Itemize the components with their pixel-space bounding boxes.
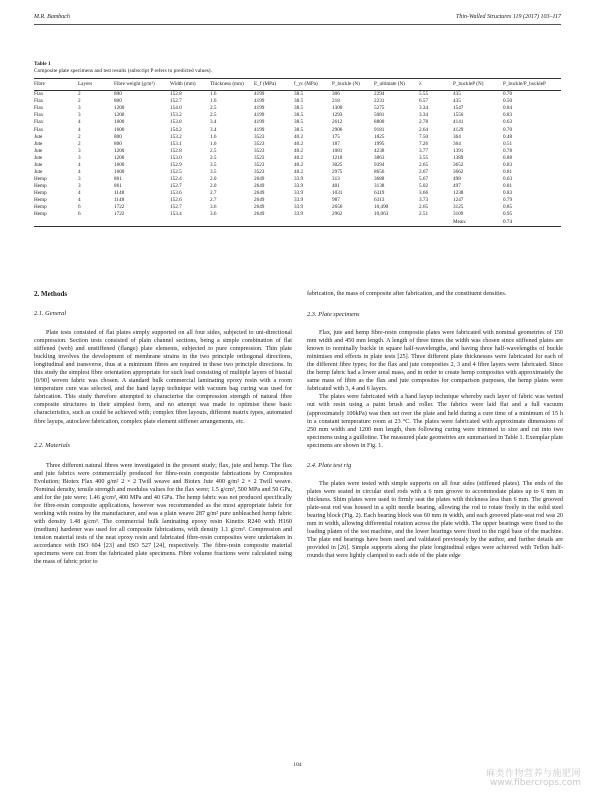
- table-cell-empty: [332, 219, 374, 227]
- table-cell: 2612: [332, 119, 343, 126]
- table-cell: Hemp: [34, 176, 47, 183]
- table-cell: 1.6: [210, 91, 217, 98]
- table-cell: 3.34: [419, 105, 429, 112]
- table-cell: Jute: [34, 154, 43, 161]
- table-cell: 0.78: [503, 147, 513, 154]
- running-header-author: M.R. Bambach: [34, 14, 70, 20]
- table-cell: 1600: [114, 161, 125, 168]
- table-cell: 8800: [374, 119, 385, 126]
- table-cell: 4: [78, 169, 81, 175]
- mean-label: Mean:: [453, 219, 503, 227]
- table-header-cell: Fibre weight (g/m²): [114, 79, 170, 91]
- table-cell: 306: [332, 91, 340, 98]
- table-header-cell: P_ultimate (N): [374, 79, 419, 91]
- table-cell: 2906: [332, 126, 343, 133]
- table-cell: 0.48: [503, 133, 513, 140]
- table-cell: 175: [332, 133, 340, 140]
- plate-test-rig-paragraph: The plates were tested with simple supports on all four sides (stiffened plates). The ends of the plates were seated in circular steel rods with a 6 mm groove to accommodate plates up to 6 mm in thickness. Shim plates were used to firmly seat the plates with thickness less than 6 mm. The grooved plate-seat rod was housed in a split needle bearing, allowing the rod to rotate freely in the solid steel bearing block (Fig. 2). Each bearing block was 60 mm in width, and each grooved plate-seat rod was 20 mm in width, allowing differential rotation across the plate width. The upper bearings were fixed to the loading platen of the test machine, and the lower bearings were fixed to the rigid base of the machine. The plate end bearings have been used and validated previously by the author, and further details are provided in [26]. Simple supports along the plate longitudinal edges were achieved with Teflon half-rounds that were lightly clamped to each side of the plate edge: [307, 480, 563, 560]
- table-cell: 4: [78, 119, 81, 126]
- table-cell: 7.26: [419, 140, 429, 147]
- table-cell: 38.5: [294, 126, 304, 133]
- table-cell: 4199: [254, 126, 265, 133]
- table-row: [34, 162, 561, 169]
- table-cell: 4238: [374, 147, 385, 154]
- table-cell: 40.2: [294, 154, 304, 161]
- table-cell: 3523: [254, 140, 265, 147]
- table-cell: Jute: [34, 133, 43, 140]
- table-row: [34, 148, 561, 155]
- table-header-cell: Fibre: [34, 79, 78, 91]
- table-cell: 152.6: [170, 197, 182, 204]
- table-cell: 0.70: [503, 91, 513, 98]
- continued-paragraph: fabrication, the mass of composite after fabrication, and the constituent densities.: [307, 291, 507, 297]
- table-cell: 2.78: [419, 119, 429, 126]
- table-cell: 4129: [453, 126, 464, 133]
- table-header-cell: E_f (MPa): [254, 79, 294, 91]
- table-cell: 3863: [374, 154, 385, 161]
- table-cell: 3025: [332, 161, 343, 168]
- table-cell: 2.51: [419, 211, 429, 218]
- table-cell: 1.6: [210, 98, 217, 105]
- table-row: [34, 141, 561, 148]
- table-cell: 2.5: [210, 147, 217, 154]
- table-cell: 1300: [332, 105, 343, 112]
- table-row: [34, 127, 561, 134]
- table-cell: 152.8: [170, 147, 182, 154]
- table-cell: 2: [78, 133, 81, 140]
- table-cell: 2: [78, 98, 81, 105]
- table-cell: 2.5: [210, 112, 217, 119]
- table-cell: 1.6: [210, 140, 217, 147]
- table-cell: 153.8: [170, 119, 182, 126]
- table-cell: 152.7: [170, 98, 182, 105]
- table-cell-empty: [170, 219, 210, 227]
- table-cell-empty: [254, 219, 294, 227]
- table-cell: 0.83: [503, 161, 513, 168]
- table-cell: 4: [78, 197, 81, 204]
- table-cell: 2.5: [210, 154, 217, 161]
- table-cell: 38.5: [294, 119, 304, 126]
- table-cell: 2.7: [210, 190, 217, 197]
- table-cell: 1391: [453, 147, 464, 154]
- table-cell: 3523: [254, 169, 265, 175]
- table-cell: 4141: [453, 119, 464, 126]
- mean-value: 0.74: [503, 219, 561, 227]
- table-cell: 4199: [254, 98, 265, 105]
- table-cell: 1081: [332, 147, 343, 154]
- table-cell: 1238: [453, 190, 464, 197]
- table-cell: 2649: [254, 204, 265, 211]
- table-cell: Jute: [34, 147, 43, 154]
- table-cell: 364: [453, 140, 461, 147]
- table-cell: 152.7: [170, 183, 182, 190]
- table-cell: 10,063: [374, 211, 389, 218]
- table-cell: 2649: [254, 197, 265, 204]
- table-cell: 1247: [453, 197, 464, 204]
- table-cell: 2.7: [210, 197, 217, 204]
- table-cell: 0.85: [503, 204, 513, 211]
- table-cell: 40.2: [294, 161, 304, 168]
- table-cell: 800: [114, 133, 122, 140]
- table-number: Table 1: [34, 61, 51, 67]
- table-cell: 2.67: [419, 169, 429, 175]
- table-cell: 3.5: [210, 161, 217, 168]
- table-cell: 1148: [114, 197, 125, 204]
- table-cell: 1293: [332, 112, 343, 119]
- table-cell: 3.34: [419, 112, 429, 119]
- table-cell: 3662: [453, 169, 464, 175]
- table-cell: 33.9: [294, 204, 304, 211]
- table-header-row: [34, 79, 561, 91]
- table-cell: 0.70: [503, 126, 513, 133]
- table-cell: 3523: [254, 147, 265, 154]
- table-cell: 4199: [254, 112, 265, 119]
- table-cell: 153.4: [170, 211, 182, 218]
- table-cell: 3.6: [210, 211, 217, 218]
- table-cell: 1218: [332, 154, 343, 161]
- table-cell: 0.84: [503, 105, 513, 112]
- table-caption: Composite plate specimens and test results (subscript P refers to predicted values).: [34, 68, 212, 74]
- page-number: 104: [293, 762, 302, 768]
- table-cell: 2649: [254, 211, 265, 218]
- table-header-cell: P_buckleP (N): [453, 79, 503, 91]
- table-cell: 33.9: [294, 190, 304, 197]
- table-cell: Flax: [34, 126, 44, 133]
- table-cell: 6.57: [419, 98, 429, 105]
- table-row: [34, 134, 561, 141]
- table-cell: 153.2: [170, 133, 182, 140]
- table-cell: 3652: [453, 161, 464, 168]
- header-rule: [34, 24, 561, 25]
- table-cell: 1722: [114, 204, 125, 211]
- table-cell: 2.65: [419, 204, 429, 211]
- table-cell: 0.79: [503, 197, 513, 204]
- table-cell: 0.88: [503, 154, 513, 161]
- left-column: [34, 290, 292, 566]
- table-cell: 152.5: [170, 169, 182, 175]
- table-header-cell: f_yc (MPa): [294, 79, 332, 91]
- table-header-cell: P_buckle (N): [332, 79, 374, 91]
- running-header-journal: Thin-Walled Structures 119 (2017) 103–117: [456, 14, 561, 20]
- table-cell: 800: [114, 140, 122, 147]
- results-table: [34, 78, 561, 227]
- table-cell: 6313: [374, 197, 385, 204]
- table-cell: 4199: [254, 119, 265, 126]
- table-cell: Hemp: [34, 204, 47, 211]
- table-cell: 2975: [332, 169, 343, 175]
- table-cell: 38.5: [294, 112, 304, 119]
- table-cell: 3109: [453, 211, 464, 218]
- table-cell: 1556: [453, 112, 464, 119]
- table-cell: 5081: [374, 112, 385, 119]
- table-cell: Jute: [34, 140, 43, 147]
- table-cell: 38.5: [294, 91, 304, 98]
- section-title-methods: 2. Methods: [34, 290, 68, 298]
- table-cell: 1722: [114, 211, 125, 218]
- table-cell: 861: [114, 176, 122, 183]
- table-cell: 4: [78, 161, 81, 168]
- right-column: [307, 290, 563, 560]
- table-cell: 498: [453, 176, 461, 183]
- table-cell: 153.1: [170, 140, 182, 147]
- table-cell-empty: [114, 219, 170, 227]
- table-cell: 861: [114, 183, 122, 190]
- table-row: [34, 120, 561, 127]
- table-row: [34, 183, 561, 190]
- table-cell: Flax: [34, 91, 44, 98]
- table-cell: 1389: [453, 154, 464, 161]
- table-cell: 2231: [374, 98, 385, 105]
- table-header-cell: Layers: [78, 79, 114, 91]
- table-cell: 218: [332, 98, 340, 105]
- table-cell: 0.81: [503, 169, 513, 175]
- table-cell: 152.8: [170, 91, 182, 98]
- table-cell: 0.51: [503, 140, 513, 147]
- table-cell: 40.2: [294, 147, 304, 154]
- table-cell: 152.9: [170, 161, 182, 168]
- table-cell: 0.63: [503, 119, 513, 126]
- table-row: [34, 197, 561, 204]
- table-cell: 152.7: [170, 204, 182, 211]
- table-header-cell: P_buckle/P_buckleP: [503, 79, 561, 91]
- table-cell: 2.0: [210, 176, 217, 183]
- table-cell: 8656: [374, 169, 385, 175]
- subsection-title-plate-specimens: 2.3. Plate specimens: [307, 311, 360, 319]
- table-row: [34, 112, 561, 119]
- table-cell: 4199: [254, 105, 265, 112]
- table-cell: 0.83: [503, 112, 513, 119]
- table-cell: 0.81: [503, 183, 513, 190]
- table-cell: 2294: [374, 91, 385, 98]
- table-cell: 5.02: [419, 183, 429, 190]
- subsection-title-plate-test-rig: 2.4. Plate test rig: [307, 461, 352, 469]
- table-cell: 33.9: [294, 176, 304, 183]
- table-cell: Jute: [34, 169, 43, 175]
- table-cell: 3125: [453, 204, 464, 211]
- table-cell: 1547: [453, 105, 464, 112]
- table-cell: 40.2: [294, 169, 304, 175]
- table-row: [34, 105, 561, 112]
- table-cell: 3.4: [210, 119, 217, 126]
- table-cell: 1600: [114, 119, 125, 126]
- table-cell: 38.5: [294, 98, 304, 105]
- table-cell: 0.83: [503, 190, 513, 197]
- table-cell: 2649: [254, 183, 265, 190]
- subsection-title-general: 2.1. General: [34, 310, 67, 317]
- table-cell: 33.9: [294, 183, 304, 190]
- table-cell: 3.73: [419, 197, 429, 204]
- table-cell: 435: [453, 91, 461, 98]
- table-cell: 3523: [254, 161, 265, 168]
- table-cell: 154.0: [170, 105, 182, 112]
- watermark-url: www.fibercrops.com: [490, 778, 581, 788]
- table-cell: 0.95: [503, 211, 513, 218]
- table-cell: 800: [114, 98, 122, 105]
- table-cell: 3: [78, 183, 81, 190]
- table-cell: 40.2: [294, 140, 304, 147]
- table-row: [34, 176, 561, 183]
- table-cell: 2.65: [419, 161, 429, 168]
- table-cell: 10,490: [374, 204, 389, 211]
- table-cell: 313: [332, 176, 340, 183]
- table-row: [34, 91, 561, 99]
- table-cell: 5.67: [419, 176, 429, 183]
- table-cell: Hemp: [34, 197, 47, 204]
- table-cell: 2.5: [210, 105, 217, 112]
- table-cell-empty: [78, 219, 114, 227]
- table-cell: 3.6: [210, 204, 217, 211]
- table-cell: 2: [78, 91, 81, 98]
- table-cell-empty: [294, 219, 332, 227]
- table-cell: 3.4: [210, 126, 217, 133]
- table-cell: 1031: [332, 190, 343, 197]
- table-cell: Flax: [34, 119, 44, 126]
- table-cell: 1200: [114, 105, 125, 112]
- table-cell: 153.0: [170, 154, 182, 161]
- table-cell: 5.55: [419, 91, 429, 98]
- table-cell: 800: [114, 91, 122, 98]
- table-cell: 1200: [114, 147, 125, 154]
- table-cell: 3.55: [419, 154, 429, 161]
- table-cell: 6: [78, 211, 81, 218]
- table-cell: 4199: [254, 91, 265, 98]
- table-cell: 2962: [332, 211, 343, 218]
- table-cell: 1200: [114, 154, 125, 161]
- table-cell: 154.2: [170, 126, 182, 133]
- table-cell: 1.6: [210, 133, 217, 140]
- table-cell: Hemp: [34, 190, 47, 197]
- table-cell-empty: [210, 219, 254, 227]
- table-cell: 3: [78, 154, 81, 161]
- table-cell: 401: [332, 183, 340, 190]
- general-paragraph: Plate tests consisted of flat plates simply supported on all four sides, subjected to uni-directional compression. Section tests consisted of plain channel sections, being a simple combination of flat stiffened (web) and unstiffened (flange) plate elements, subjected to pure compression. Thin plate buckling involves the development of membrane strains in the two principle orthogonal directions, longitudinal and transverse, thus at a minimum fibres are required in these two principle directions. In this study the simplest fibre orientation appropriate for such load consisting of multiple layers of biaxial [0/90] woven fabric was chosen. A standard bulk commercial laminating epoxy resin with a room temperature cure was selected, and the hand layup technique with vacuum bag curing was used for fabrication. This study therefore attempted to characterise the compression strength of natural fibre composite structures in their simplest form, and no attempt was made to optimise these basic characteristics, such as could be achieved with; complex fibre layouts, different matrix types, automated fibre layups, autoclave fabrication, complex plate element stiffener arrangements, etc.: [34, 330, 292, 425]
- table-cell: 33.9: [294, 197, 304, 204]
- table-cell: 1825: [374, 133, 385, 140]
- table-cell: Flax: [34, 105, 44, 112]
- subsection-title-materials: 2.2. Materials: [34, 441, 71, 449]
- table-cell: 187: [332, 140, 340, 147]
- table-cell-empty: [374, 219, 419, 227]
- table-cell-empty: [34, 219, 78, 227]
- table-cell: 3.77: [419, 147, 429, 154]
- table-cell: 33.9: [294, 211, 304, 218]
- table-cell: 3: [78, 147, 81, 154]
- table-cell: Flax: [34, 112, 44, 119]
- table-cell: 3523: [254, 154, 265, 161]
- table-row: [34, 98, 561, 105]
- table-cell: 3688: [374, 176, 385, 183]
- table-cell: Flax: [34, 98, 44, 105]
- table-mean-row: [34, 219, 561, 227]
- table-cell: 3138: [374, 183, 385, 190]
- table-row: [34, 155, 561, 162]
- table-cell: 6319: [374, 190, 385, 197]
- table-row: [34, 204, 561, 211]
- watermark-chinese: 麻类作物营养与施肥网: [485, 769, 581, 779]
- table-cell: 38.5: [294, 105, 304, 112]
- table-cell: 497: [453, 183, 461, 190]
- table-row: [34, 212, 561, 219]
- table-cell: 3.5: [210, 169, 217, 175]
- table-row: [34, 169, 561, 176]
- table-cell: 2: [78, 140, 81, 147]
- table-cell: 0.50: [503, 98, 513, 105]
- table-cell: 6: [78, 204, 81, 211]
- table-cell: 2649: [254, 176, 265, 183]
- table-cell: 364: [453, 133, 461, 140]
- table-cell: 9181: [374, 126, 385, 133]
- table-header-cell: Thickness (mm): [210, 79, 254, 91]
- table-cell: 3.66: [419, 190, 429, 197]
- table-cell: Hemp: [34, 211, 47, 218]
- table-body: [34, 91, 561, 226]
- table-cell: 2649: [254, 190, 265, 197]
- table-cell: 987: [332, 197, 340, 204]
- table-cell: 0.63: [503, 176, 513, 183]
- table-cell: 1200: [114, 112, 125, 119]
- plate-specimens-paragraph-1: Flax, jute and hemp fibre-resin composite plates were fabricated with nominal geometries of 150 mm width and 450 mm length. A length of three times the width was chosen since stiffened plates are known to nominally buckle in square half-wavelengths, and having three half-wavelengths of buckle minimises end effects in plate tests [25]. Three different plate thicknesses were fabricated for each of the different fibre types; for the flax and jute composites 2, 3 and 4 fibre layers were fabricated. Since the hemp fabric had a lower areal mass, and in order to create hemp composites with approximately the same mass of fibre as the flax and jute composites for comparison purposes, the hemp plates were fabricated with 3, 4 and 6 layers.: [307, 330, 563, 393]
- table-cell-empty: [419, 219, 453, 227]
- table-cell: Hemp: [34, 183, 47, 190]
- table-cell: 4: [78, 126, 81, 133]
- table-cell: 9394: [374, 161, 385, 168]
- table-cell: 2656: [332, 204, 343, 211]
- table-cell: 3523: [254, 133, 265, 140]
- table-cell: 7.50: [419, 133, 429, 140]
- table-cell: 153.2: [170, 112, 182, 119]
- table-cell: 1600: [114, 169, 125, 175]
- table-cell: 3: [78, 105, 81, 112]
- table-cell: 2.64: [419, 126, 429, 133]
- table-header-cell: Width (mm): [170, 79, 210, 91]
- table-cell: 435: [453, 98, 461, 105]
- table-cell: 4: [78, 190, 81, 197]
- table-cell: 40.2: [294, 133, 304, 140]
- materials-paragraph: Three different natural fibres were investigated in the present study; flax, jute and hemp. The flax and jute fabrics were commercially produced for fibre-resin composite fabrications by Composites Evolution; Biotex Flax 400 g/m² 2 × 2 Twill weave and Biotex Jute 400 g/m² 2 × 2 Twill weave. Nominal density, tensile strength and modulus values for the flax were; 1.5 g/cm³, 500 MPa and 50 GPa, and for the jute were; 1.46 g/cm³, 400 MPa and 40 GPa. The hemp fabric was not produced specifically for fibre-resin composite applications, however was recommended as the most appropriate fabric for working with resins by the manufacturer, and was a plain weave 287 g/m² pure unbleached hemp fabric with density 1.48 g/cm³. The commercial bulk laminating epoxy resin Kinetix R240 with H160 (medium) hardener was used for all composite fabrications, with density 1.1 g/cm³. Compression and tension material tests of the neat epoxy resin and fabricated fibre-resin composites were undertaken in accordance with ISO 604 [23] and ISO 527 [24], respectively. The fibre-resin composite material specimens were cut from the fabricated plate specimens. Fibre volume fractions were calculated using the mass of fabric prior to: [34, 462, 292, 566]
- table-row: [34, 190, 561, 197]
- table-cell: 1148: [114, 190, 125, 197]
- table-header-cell: λ: [419, 79, 453, 91]
- table-cell: 153.6: [170, 190, 182, 197]
- table-cell: 1600: [114, 126, 125, 133]
- table-cell: 152.4: [170, 176, 182, 183]
- table-cell: 3: [78, 176, 81, 183]
- table-cell: 5275: [374, 105, 385, 112]
- table-cell: 2.0: [210, 183, 217, 190]
- table-cell: Jute: [34, 161, 43, 168]
- table-cell: 1995: [374, 140, 385, 147]
- table-cell: 3: [78, 112, 81, 119]
- plate-specimens-paragraph-2: The plates were fabricated with a hand layup technique whereby each layer of fabric was wetted out with resin using a paint brush and roller. The fabrics were laid flat and a full vacuum (approximately 100kPa) was then set over the plate and held during a cure time of a minimum of 15 h in a constant temperature room at 23 °C. The plates were fabricated with approximate dimensions of 250 mm width and 1200 mm length, then following curing were trimmed to size and cut into two specimens using a guillotine. The measured plate geometries are summarised in Table 1. Exemplar plate specimens are shown in Fig. 1.: [307, 394, 563, 449]
